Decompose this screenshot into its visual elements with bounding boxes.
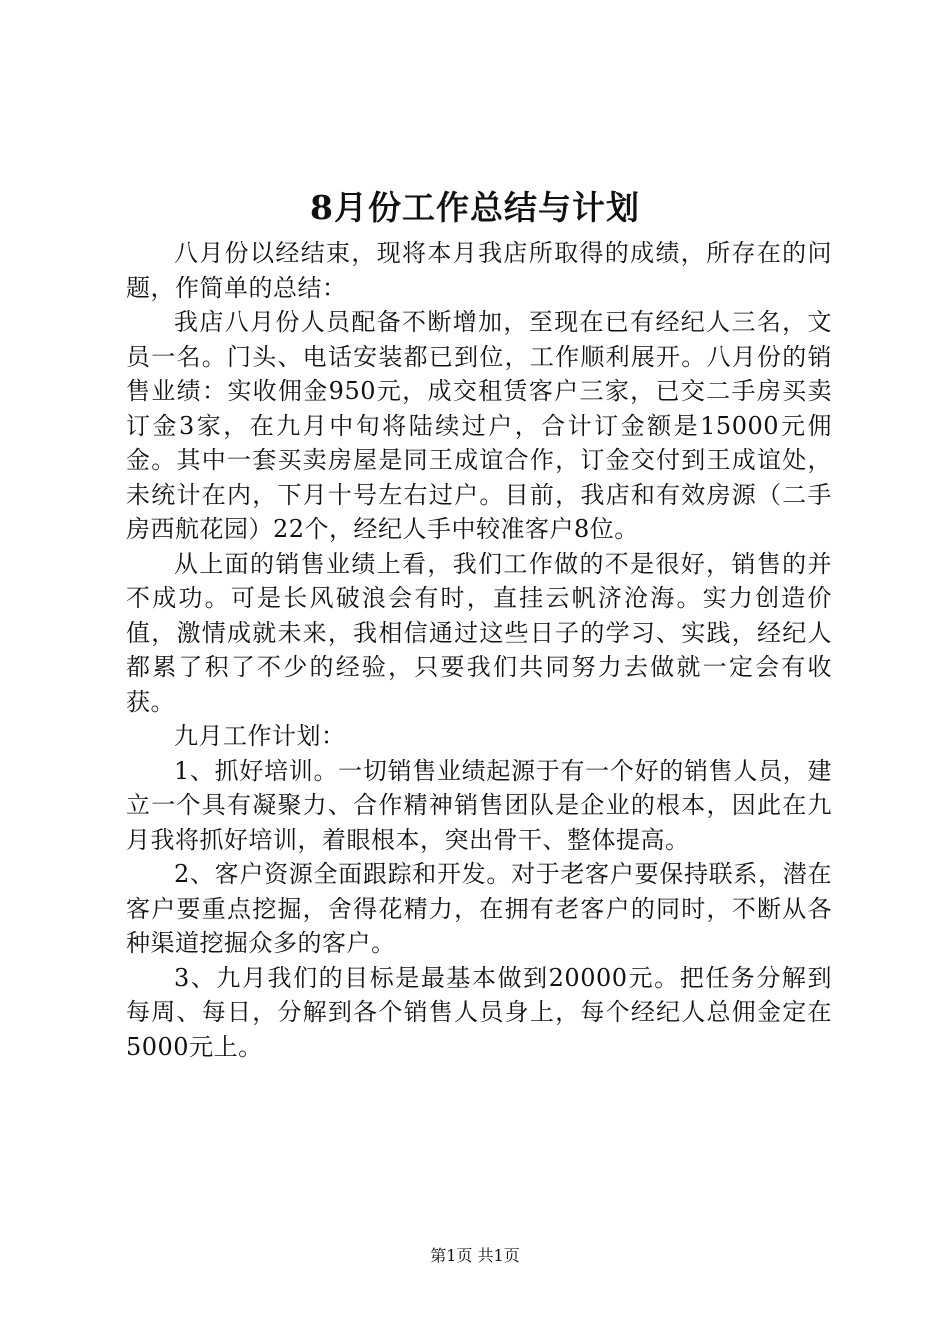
paragraph-plan-item-1: 1、抓好培训。一切销售业绩起源于有一个好的销售人员，建立一个具有凝聚力、合作精神销售团队是企业的根本，因此在九月我将抓好培训，着眼根本，突出骨干、整体提高。 (126, 756, 832, 854)
paragraph-plan-item-2: 2、客户资源全面跟踪和开发。对于老客户要保持联系，潜在客户要重点挖掘，舍得花精力，在拥有老客户的同时，不断从各种渠道挖掘众多的客户。 (126, 860, 832, 957)
paragraph-plan-heading: 九月工作计划： (174, 722, 346, 750)
paragraph-reflection: 从上面的销售业绩上看，我们工作做的不是很好，销售的并不成功。可是长风破浪会有时，直挂云帆济沧海。实力创造价值，激情成就未来，我相信通过这些日子的学习、实践，经纪人都累了积了不少的经验，只要我们共同努力去做就一定会有收获。 (126, 549, 832, 716)
paragraph-plan-item-3: 3、九月我们的目标是最基本做到20000元。把任务分解到每周、每日，分解到各个销售人员身上，每个经纪人总佣金定在5000元上。 (126, 963, 832, 1061)
paragraph-staffing-sales: 我店八月份人员配备不断增加，至现在已有经纪人三名，文员一名。门头、电话安装都已到位，工作顺利展开。八月份的销售业绩：实收佣金950元，成交租赁客户三家，已交二手房买卖订金3家，在九月中旬将陆续过户，合计订金额是15000元佣金。其中一套买卖房屋是同王成谊合作，订金交付到王成谊处，未统计在内，下月十号左右过户。目前，我店和有效房源（二手房西航花园）22个，经纪人手中较准客户8位。 (126, 308, 832, 543)
paragraph-intro: 八月份以经结束，现将本月我店所取得的成绩，所存在的问题，作简单的总结： (126, 239, 832, 302)
document-body (126, 236, 832, 1064)
page-footer: 第1页 共1页 (430, 1246, 520, 1265)
page-title: 8月份工作总结与计划 (310, 188, 640, 227)
